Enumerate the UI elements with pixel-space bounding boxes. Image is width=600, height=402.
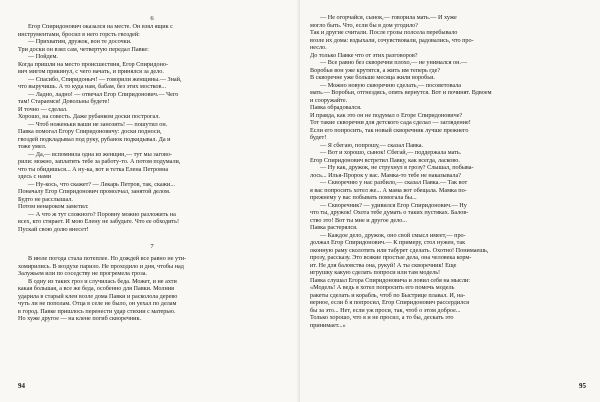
- text-line: должал Егор Спиридонович.— К примеру, стол нужен, так: [310, 239, 466, 246]
- text-line: мать.— Воробьи, отгнездясь, опять вернутся. Вот и починят. Вдвоем: [310, 89, 492, 96]
- text-line: будет!: [310, 134, 327, 141]
- text-line: Будто не расслышал.: [18, 195, 73, 203]
- text-line: — Можно новую скворечню сделать,— посоветовала: [320, 81, 461, 89]
- text-line: «Модель! А ведь я хотел попросить его помочь модель: [310, 284, 455, 291]
- page-number-left: 94: [18, 382, 25, 390]
- text-line: — Ладно, ладно! — отвечал Егор Спиридонович.— Чего: [28, 90, 179, 98]
- text-line: что ты обидишься... А ну-ка, вот и тетка Елена Петровна: [18, 165, 169, 173]
- text-line: инструментами, бросил в него горсть гвоздей:: [18, 30, 140, 38]
- text-line: Три доски он взял сам, четвертую передал Павке:: [18, 45, 149, 53]
- text-line: — Каждое дело, дружок, оно свой смысл имеет,— про-: [320, 231, 466, 239]
- text-line: тоже умел.: [18, 143, 47, 150]
- text-line: — Да,— вспомнила одна из женщин,— тут мы загово-: [28, 150, 172, 158]
- text-line: что выручишь. А то куда нам, бабам, без этих мостков...: [18, 83, 167, 90]
- text-line: принимает...»: [310, 321, 346, 329]
- right-page: [300, 0, 600, 402]
- text-line: оконную раму сколотить или табурет сделать. Охотно! Понимаешь,: [310, 246, 489, 254]
- text-line: что ты, дружок! Охота тебе думать о таких пустяках. Балов-: [310, 209, 469, 216]
- text-line: — Чтоб ноженьки ваши не занозить! — пошутил он.: [28, 120, 168, 128]
- text-line: Когда пришли на место происшествия, Егор Спиридоно-: [18, 60, 169, 68]
- text-line: — Не огорчайся, сынок,— говорила мать.— И хуже: [320, 14, 457, 21]
- text-line: — Прихватим, дружок, вон те досочки.: [28, 38, 132, 45]
- text-line: и сооружайте.: [310, 96, 348, 104]
- text-line: я вас попросить хотел же... А мама вот обещала. Мамка по-: [310, 186, 467, 194]
- text-line: Павка помогал Егору Спиридоновичу: доски подноси,: [18, 128, 162, 135]
- text-line: Воробьи вон уже крутятся, а жить им теперь где?: [310, 66, 441, 74]
- text-line: Если его попросить, так новый скворечник лучше прежнего: [310, 126, 469, 134]
- text-line: Павка обрадовался.: [310, 104, 362, 111]
- text-line: — Все равно без скворечни плохо,— не унимался он.—: [320, 59, 468, 66]
- chapter-7-text: [18, 255, 286, 323]
- text-line: И точно — сделал.: [18, 105, 68, 113]
- text-line: — Ну как, дружок, не струхнул в грозу? Слышал, побыва-: [320, 164, 474, 171]
- text-line: в город. Павке пришлось перенести удар стихии с матерью.: [18, 307, 176, 315]
- text-line: лось... Илья-Пророк у вас. Мамка-то тебе не наказывала?: [310, 171, 461, 179]
- text-line: Пускай свою долю внесет!: [18, 225, 89, 233]
- text-line: — Спасибо, Спиридоныч! — говорили женщины.— Знай,: [28, 75, 182, 83]
- text-line: ударила в старый клен возле дома Павки и расколола дерево: [18, 292, 178, 300]
- right-page-text: [310, 14, 578, 329]
- text-line: там! Стараемся! Довольны будете!: [18, 98, 110, 105]
- text-line: здесь с нами: [18, 173, 52, 180]
- text-line: вич мигом прикинул, с чего начать, и принялся за дело.: [18, 68, 164, 75]
- text-line: Но хуже другое — на клене погиб скворечник.: [18, 315, 141, 322]
- right-text-column: [310, 14, 578, 329]
- text-line: хомирились. В воздухе парило. Не проходило и дня, чтобы над: [18, 262, 184, 270]
- text-line: бы за это... Нет, если уж проси, так, чтоб о этом доброе...: [310, 306, 461, 314]
- text-line: Тот такие скворечни для детского сада сделал — заглядение!: [310, 119, 471, 126]
- text-line: — Пойдем.: [28, 53, 58, 60]
- chapter-number-6: 6: [150, 15, 154, 22]
- text-line: — Ну-кось, что скажет? — Лекарь Петров, так, скажи...: [28, 180, 175, 188]
- text-line: несло.: [310, 44, 327, 51]
- text-line: До только Павке что от этих разговоров?: [310, 51, 418, 59]
- text-line: — А что ж тут сложного? Поровну можно разложить на: [28, 210, 176, 218]
- text-line: Потом ненароком заметил:: [18, 203, 89, 210]
- text-line: — Вот и хорошо, сынок! Сбегай,— поддержала мать.: [320, 149, 462, 156]
- text-line: Так и другие считали. После грозы полсела перебывало: [310, 29, 458, 36]
- text-line: — Скворечню у нас разбило,— сказал Павка.— Так вот: [320, 179, 468, 186]
- text-line: ство это! Вот ты мне и другое дело...: [310, 216, 407, 224]
- text-line: — Я сбегаю, попрошу,— сказал Павка.: [320, 141, 424, 149]
- text-line: чуть ли не пополам. Отца в селе не было, он уехал по делам: [18, 300, 177, 307]
- text-line: рили: можно, заплатить тебе за работу-то. А потом подумали,: [18, 158, 181, 165]
- text-line: Залужьем или по соседству не прогремела гроза.: [18, 270, 147, 277]
- text-line: И правда, как это он не подумал о Егоре Спиридоновиче?: [310, 111, 463, 119]
- text-line: Егор Спиридонович встретил Павку, как всегда, ласково.: [310, 156, 460, 164]
- text-line: верное, если б я попросил, Егор Спиридонович рассердился: [310, 299, 469, 306]
- text-line: Павка слушал Егора Спиридоновича и ловил себя на мысли:: [310, 276, 470, 284]
- text-line: какая большая, а все же беда, особенно для Павки. Молния: [18, 285, 174, 292]
- text-line: игрушку какую сделать попроси или там модель!: [310, 269, 441, 276]
- text-line: Только хорошо, что я и не просил, а то бы, дескать это: [310, 314, 454, 321]
- text-line: В одну из таких гроз и случилась беда. Может, и не ахти: [28, 277, 177, 285]
- text-line: ракеты сделать и корабль, чтоб по Быстрице плавал. И, на-: [310, 291, 466, 299]
- text-line: возле их дома: вздыхали, сочувствовали, радовались, что про-: [310, 36, 474, 44]
- text-line: всех, кто стирает. И мою Елену не забудьте. Что ее обходить!: [18, 218, 180, 225]
- text-line: Павка растерялся.: [310, 224, 358, 231]
- chapter-number-7: 7: [150, 243, 154, 250]
- text-line: прозу, рассказу. Это всякие простые дела, она человека корм-: [310, 254, 472, 261]
- text-line: ит. Не для баловства она, рукуй! А ты скворечник! Еще: [310, 261, 457, 269]
- left-text-column: [18, 14, 286, 323]
- chapter-6-text: [18, 23, 286, 233]
- text-line: Хорошо, на совесть. Даже рубанком доски построгал.: [18, 113, 160, 120]
- text-line: В июле погода стала потеплее. Но дождей все равно не ути-: [28, 255, 187, 262]
- text-line: Егор Спиридонович оказался на месте. Он взял ящик с: [28, 23, 173, 30]
- text-line: В скворечне уже больше месяца жили воробьи.: [310, 74, 435, 81]
- text-line: могло быть. Что, если бы в дом угодило?: [310, 21, 418, 29]
- text-line: Поначалу Егор Спиридонович промолчал, занятой делом.: [18, 188, 171, 195]
- text-line: гвоздей подкладывал под руку, рубанок подкидывал. Да и: [18, 135, 171, 143]
- page-number-right: 95: [579, 382, 586, 390]
- text-line: — Скворечник? — удивился Егор Спиридонович.— Ну: [320, 201, 467, 209]
- text-line: прежнему у вас побывать помогала бы...: [310, 194, 417, 201]
